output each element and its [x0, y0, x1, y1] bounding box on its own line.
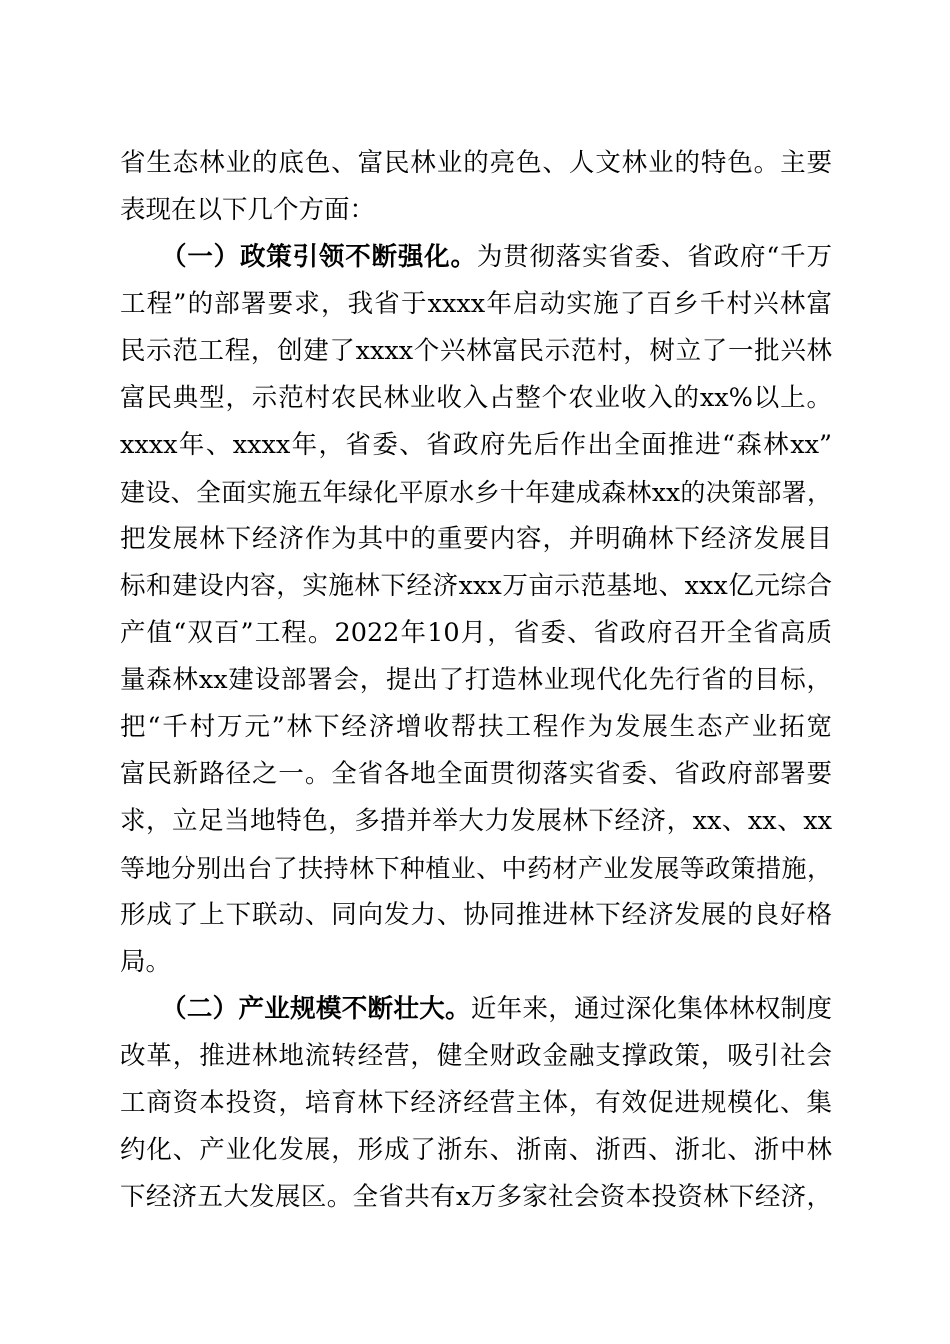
text-line: 局。 [120, 947, 172, 977]
text-line: 把“千村万元”林下经济增收帮扶工程作为发展生态产业拓宽 [120, 712, 832, 742]
text-line: 工程”的部署要求，我省于xxxx年启动实施了百乡千村兴林富 [120, 289, 832, 319]
text-line: 工商资本投资，培育林下经济经营主体，有效促进规模化、集 [120, 1088, 832, 1118]
paragraph-section-1 [120, 234, 832, 986]
text-line: 富民新路径之一。全省各地全面贯彻落实省委、省政府部署要 [120, 759, 832, 789]
text-line: 把发展林下经济作为其中的重要内容，并明确林下经济发展目 [120, 524, 832, 554]
text-line: 民示范工程，创建了xxxx个兴林富民示范村，树立了一批兴林 [120, 336, 832, 366]
section-heading: （一）政策引领不断强化。 [161, 242, 477, 272]
text-line: 表现在以下几个方面： [120, 195, 376, 225]
text-line: 省生态林业的底色、富民林业的亮色、人文林业的特色。主要 [120, 148, 832, 178]
text-line: 产值“双百”工程。2022年10月，省委、省政府召开全省高质 [120, 618, 832, 648]
paragraph-intro [120, 140, 832, 234]
section-heading: （二）产业规模不断壮大。 [161, 994, 471, 1024]
text-line: 量森林xx建设部署会，提出了打造林业现代化先行省的目标， [120, 665, 832, 695]
text-line: 标和建设内容，实施林下经济xxx万亩示范基地、xxx亿元综合 [120, 571, 832, 601]
text-line [120, 986, 832, 1033]
paragraph-section-2 [120, 986, 832, 1221]
text-line: 建设、全面实施五年绿化平原水乡十年建成森林xx的决策部署， [120, 478, 832, 507]
text-line: 形成了上下联动、同向发力、协同推进林下经济发展的良好格 [120, 900, 832, 930]
document-body [120, 140, 832, 1221]
text-line [120, 234, 832, 281]
text-line: xxxx年、xxxx年，省委、省政府先后作出全面推进“森林xx” [120, 430, 832, 460]
text-line: 求，立足当地特色，多措并举大力发展林下经济，xx、xx、xx [120, 806, 832, 836]
text-line: 改革，推进林地流转经营，健全财政金融支撑政策，吸引社会 [120, 1041, 832, 1071]
text-segment: 近年来，通过深化集体林权制度 [470, 994, 832, 1024]
text-line: 下经济五大发展区。全省共有x万多家社会资本投资林下经济， [120, 1182, 832, 1212]
text-line: 富民典型，示范村农民林业收入占整个农业收入的xx%以上。 [120, 383, 832, 413]
text-segment: 为贯彻落实省委、省政府“千万 [476, 242, 832, 272]
text-line: 约化、产业化发展，形成了浙东、浙南、浙西、浙北、浙中林 [120, 1135, 832, 1165]
text-line: 等地分别出台了扶持林下种植业、中药材产业发展等政策措施， [120, 854, 832, 883]
